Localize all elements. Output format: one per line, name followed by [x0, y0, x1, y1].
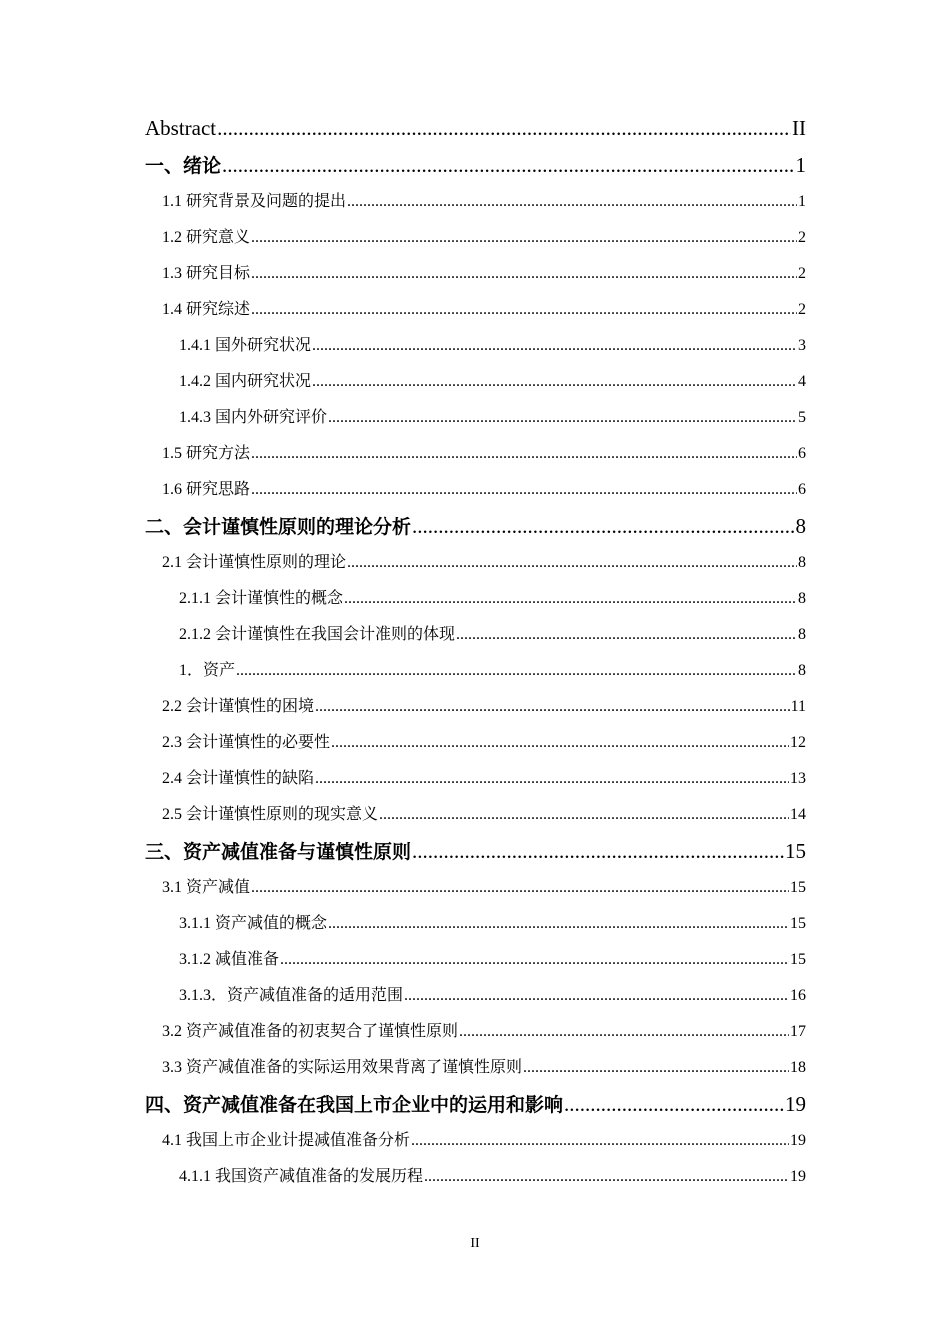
- dot-leader: [523, 1050, 789, 1086]
- toc-entry-page: 1: [795, 153, 806, 177]
- dot-leader: [328, 400, 797, 436]
- toc-entry-page: 6: [798, 445, 806, 462]
- toc-entry-page: 8: [795, 514, 806, 538]
- toc-entry-title: 3.2 资产减值准备的初衷契合了谨慎性原则: [162, 1023, 459, 1040]
- toc-entry-title: 1.3 研究目标: [162, 265, 251, 282]
- toc-entry[interactable]: [145, 942, 806, 978]
- toc-entry-page: 17: [790, 1023, 806, 1040]
- toc-entry[interactable]: [145, 400, 806, 436]
- toc-entry-title: 三、资产减值准备与谨慎性原则: [145, 841, 412, 863]
- dot-leader: [251, 870, 789, 906]
- toc-entry-title: 一、绪论: [145, 155, 222, 177]
- toc-entry-page: 8: [798, 662, 806, 679]
- toc-entry[interactable]: [145, 833, 806, 870]
- toc-entry-page: 19: [790, 1132, 806, 1149]
- toc-entry-page: II: [792, 116, 806, 140]
- dot-leader: [312, 328, 797, 364]
- toc-entry-title: Abstract: [145, 116, 217, 140]
- toc-entry-title: 2.2 会计谨慎性的困境: [162, 698, 315, 715]
- toc-entry-title: 2.1.1 会计谨慎性的概念: [179, 590, 344, 607]
- toc-entry-page: 19: [785, 1092, 806, 1116]
- toc-entry-title: 1.1 研究背景及问题的提出: [162, 193, 347, 210]
- dot-leader: [412, 508, 794, 545]
- toc-entry-page: 1: [798, 193, 806, 210]
- toc-entry-title: 1.5 研究方法: [162, 445, 251, 462]
- toc-entry-page: 15: [785, 839, 806, 863]
- toc-entry[interactable]: [145, 1014, 806, 1050]
- table-of-contents: [145, 110, 806, 1195]
- toc-entry[interactable]: [145, 725, 806, 761]
- toc-entry-title: 四、资产减值准备在我国上市企业中的运用和影响: [145, 1094, 564, 1116]
- toc-entry[interactable]: [145, 508, 806, 545]
- dot-leader: [331, 725, 789, 761]
- toc-entry-page: 8: [798, 554, 806, 571]
- toc-entry[interactable]: [145, 581, 806, 617]
- toc-entry[interactable]: [145, 1086, 806, 1123]
- toc-entry[interactable]: [145, 1123, 806, 1159]
- toc-entry-title: 1.4.3 国内外研究评价: [179, 409, 328, 426]
- dot-leader: [459, 1014, 789, 1050]
- dot-leader: [251, 220, 797, 256]
- toc-entry-title: 1.6 研究思路: [162, 481, 251, 498]
- toc-entry[interactable]: [145, 797, 806, 833]
- toc-entry[interactable]: [145, 110, 806, 147]
- toc-entry-title: 1.4 研究综述: [162, 301, 251, 318]
- toc-entry-title: 3.1.3．资产减值准备的适用范围: [179, 987, 404, 1004]
- toc-entry-title: 1．资产: [179, 662, 236, 679]
- toc-entry[interactable]: [145, 147, 806, 184]
- dot-leader: [379, 797, 789, 833]
- toc-entry-title: 2.1.2 会计谨慎性在我国会计准则的体现: [179, 626, 456, 643]
- toc-entry[interactable]: [145, 256, 806, 292]
- toc-entry-title: 1.4.2 国内研究状况: [179, 373, 312, 390]
- dot-leader: [344, 581, 797, 617]
- toc-entry-title: 3.1 资产减值: [162, 879, 251, 896]
- toc-entry[interactable]: [145, 292, 806, 328]
- toc-entry[interactable]: [145, 184, 806, 220]
- toc-entry[interactable]: [145, 220, 806, 256]
- toc-entry-title: 1.2 研究意义: [162, 229, 251, 246]
- dot-leader: [328, 906, 789, 942]
- toc-entry-page: 8: [798, 590, 806, 607]
- toc-entry-page: 15: [790, 915, 806, 932]
- dot-leader: [404, 978, 789, 1014]
- toc-entry[interactable]: [145, 978, 806, 1014]
- toc-entry[interactable]: [145, 870, 806, 906]
- dot-leader: [347, 184, 797, 220]
- toc-entry-page: 11: [790, 698, 806, 715]
- toc-entry-page: 6: [798, 481, 806, 498]
- toc-entry-page: 15: [790, 951, 806, 968]
- toc-entry-title: 4.1 我国上市企业计提减值准备分析: [162, 1132, 411, 1149]
- page-number: II: [470, 1236, 480, 1251]
- dot-leader: [312, 364, 797, 400]
- toc-entry[interactable]: [145, 689, 806, 725]
- dot-leader: [251, 292, 797, 328]
- toc-entry[interactable]: [145, 653, 806, 689]
- dot-leader: [347, 545, 797, 581]
- dot-leader: [251, 436, 797, 472]
- toc-entry-title: 3.1.2 减值准备: [179, 951, 280, 968]
- toc-entry-title: 4.1.1 我国资产减值准备的发展历程: [179, 1168, 424, 1185]
- toc-entry[interactable]: [145, 617, 806, 653]
- dot-leader: [412, 833, 784, 870]
- toc-entry-page: 2: [798, 229, 806, 246]
- toc-entry-title: 2.3 会计谨慎性的必要性: [162, 734, 331, 751]
- toc-entry-page: 2: [798, 301, 806, 318]
- toc-entry-page: 14: [790, 806, 806, 823]
- dot-leader: [411, 1123, 789, 1159]
- toc-entry-page: 2: [798, 265, 806, 282]
- dot-leader: [251, 256, 797, 292]
- toc-entry-title: 2.5 会计谨慎性原则的现实意义: [162, 806, 379, 823]
- toc-entry-page: 15: [790, 879, 806, 896]
- toc-entry[interactable]: [145, 472, 806, 508]
- toc-entry-title: 1.4.1 国外研究状况: [179, 337, 312, 354]
- toc-entry[interactable]: [145, 761, 806, 797]
- toc-entry-title: 3.1.1 资产减值的概念: [179, 915, 328, 932]
- dot-leader: [424, 1159, 789, 1195]
- toc-entry[interactable]: [145, 1050, 806, 1086]
- toc-entry-page: 3: [798, 337, 806, 354]
- toc-entry-page: 16: [790, 987, 806, 1004]
- toc-entry[interactable]: [145, 906, 806, 942]
- toc-entry-title: 二、会计谨慎性原则的理论分析: [145, 516, 412, 538]
- toc-entry-title: 2.4 会计谨慎性的缺陷: [162, 770, 315, 787]
- dot-leader: [280, 942, 789, 978]
- dot-leader: [315, 761, 789, 797]
- toc-entry[interactable]: [145, 328, 806, 364]
- dot-leader: [456, 617, 797, 653]
- dot-leader: [564, 1086, 784, 1123]
- dot-leader: [251, 472, 797, 508]
- toc-entry-page: 8: [798, 626, 806, 643]
- dot-leader: [315, 689, 790, 725]
- toc-entry-page: 5: [798, 409, 806, 426]
- dot-leader: [222, 147, 794, 184]
- toc-entry-page: 18: [790, 1059, 806, 1076]
- toc-entry[interactable]: [145, 1159, 806, 1195]
- toc-entry[interactable]: [145, 436, 806, 472]
- toc-entry-page: 19: [790, 1168, 806, 1185]
- dot-leader: [217, 110, 791, 147]
- toc-entry-title: 3.3 资产减值准备的实际运用效果背离了谨慎性原则: [162, 1059, 523, 1076]
- toc-entry-title: 2.1 会计谨慎性原则的理论: [162, 554, 347, 571]
- dot-leader: [236, 653, 797, 689]
- toc-entry-page: 4: [798, 373, 806, 390]
- toc-entry[interactable]: [145, 545, 806, 581]
- toc-entry[interactable]: [145, 364, 806, 400]
- toc-entry-page: 12: [790, 734, 806, 751]
- toc-entry-page: 13: [790, 770, 806, 787]
